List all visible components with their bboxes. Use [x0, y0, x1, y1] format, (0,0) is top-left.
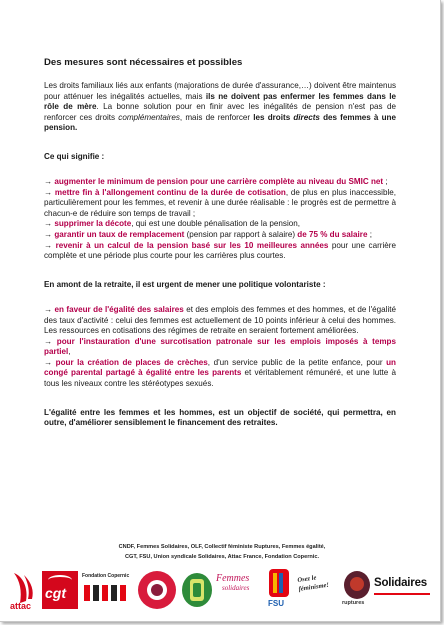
policy-item: → pour l'instauration d'une surcotisation patronale sur les emplois imposés à temps partiel,: [44, 336, 397, 357]
copernic-logo: Fondation Copernic: [82, 573, 132, 609]
cgt-logo: cgt: [42, 571, 78, 609]
policy-item: → pour la création de places de crèches, d'un service public de la petite enfance, pour un congé parental partagé à égalité entre les parents et véritablement rémunéré, et une lutte à tous les niveaux contre les stéréotypes sexués.: [44, 357, 396, 389]
fsu-logo: FSU: [266, 569, 294, 611]
attac-logo: attac: [10, 569, 42, 613]
ruptures-logo: ruptures: [342, 571, 374, 609]
femmes-solidaires-logo: Femmes solidaires: [216, 573, 250, 592]
policy-item: → en faveur de l'égalité des salaires et des emplois des femmes et des hommes, et de l'égalité des taux d'activité : celui des femmes est actuellement de 10 points inférieur à celui des hommes. Les ressources en cotisations des régimes de retraite en seraient fortement améliorées.: [44, 305, 397, 336]
intro-paragraph: Les droits familiaux liés aux enfants (majorations de durée d'assurance,…) doivent être maintenus pour atténuer les inégalités actuelles, mais ils ne doivent pas enfermer les femmes dans le rôle de mère. La bonne solution pour en finir avec les inégalités de pension n'est pas de renforcer ces droits complémentaires, mais de renforcer les droits directs des femmes à une pension.: [44, 81, 396, 133]
section-heading: Des mesures sont nécessaires et possibles: [44, 57, 243, 68]
green-logo: [182, 573, 212, 607]
osez-le-feminisme-logo: Osez le féminisme!: [297, 574, 330, 593]
signatories: CNDF, Femmes Solidaires, OLF, Collectif féministe Ruptures, Femmes égalité, CGT, FSU, Union syndicale Solidaires, Attac France, Fondation Copernic.: [118, 544, 326, 560]
en-amont-heading: En amont de la retraite, il est urgent de mener une politique volontariste :: [44, 279, 326, 289]
measure-item: → garantir un taux de remplacement (pension par rapport à salaire) de 75 % du salaire ;: [44, 230, 372, 240]
conclusion: L'égalité entre les femmes et les hommes, est un objectif de société, qui permettra, en outre, d'améliorer sensiblement le financement des retraites.: [44, 407, 396, 428]
solidaires-logo: Solidaires: [374, 577, 434, 605]
measure-item: → revenir à un calcul de la pension basé sur les 10 meilleures années pour une carrière complète et une période plus courte pour les carrières plus courtes.: [44, 240, 396, 261]
document-body: [44, 57, 396, 429]
measure-item: → augmenter le minimum de pension pour une carrière complète au niveau du SMIC net ;: [44, 177, 388, 187]
ce-qui-signifie: Ce qui signifie :: [44, 151, 105, 161]
ruptures-circle-logo: [138, 571, 176, 609]
measure-item: → supprimer la décote, qui est une double pénalisation de la pension,: [44, 219, 301, 229]
measure-item: → mettre fin à l'allongement continu de la durée de cotisation, de plus en plus inaccessible, particulièrement pour les femmes, et revenir à une durée réalisable : le progrès est de permettre à chacun-e de réduire son temps de travail ;: [44, 187, 397, 218]
logo-strip: [10, 565, 435, 615]
